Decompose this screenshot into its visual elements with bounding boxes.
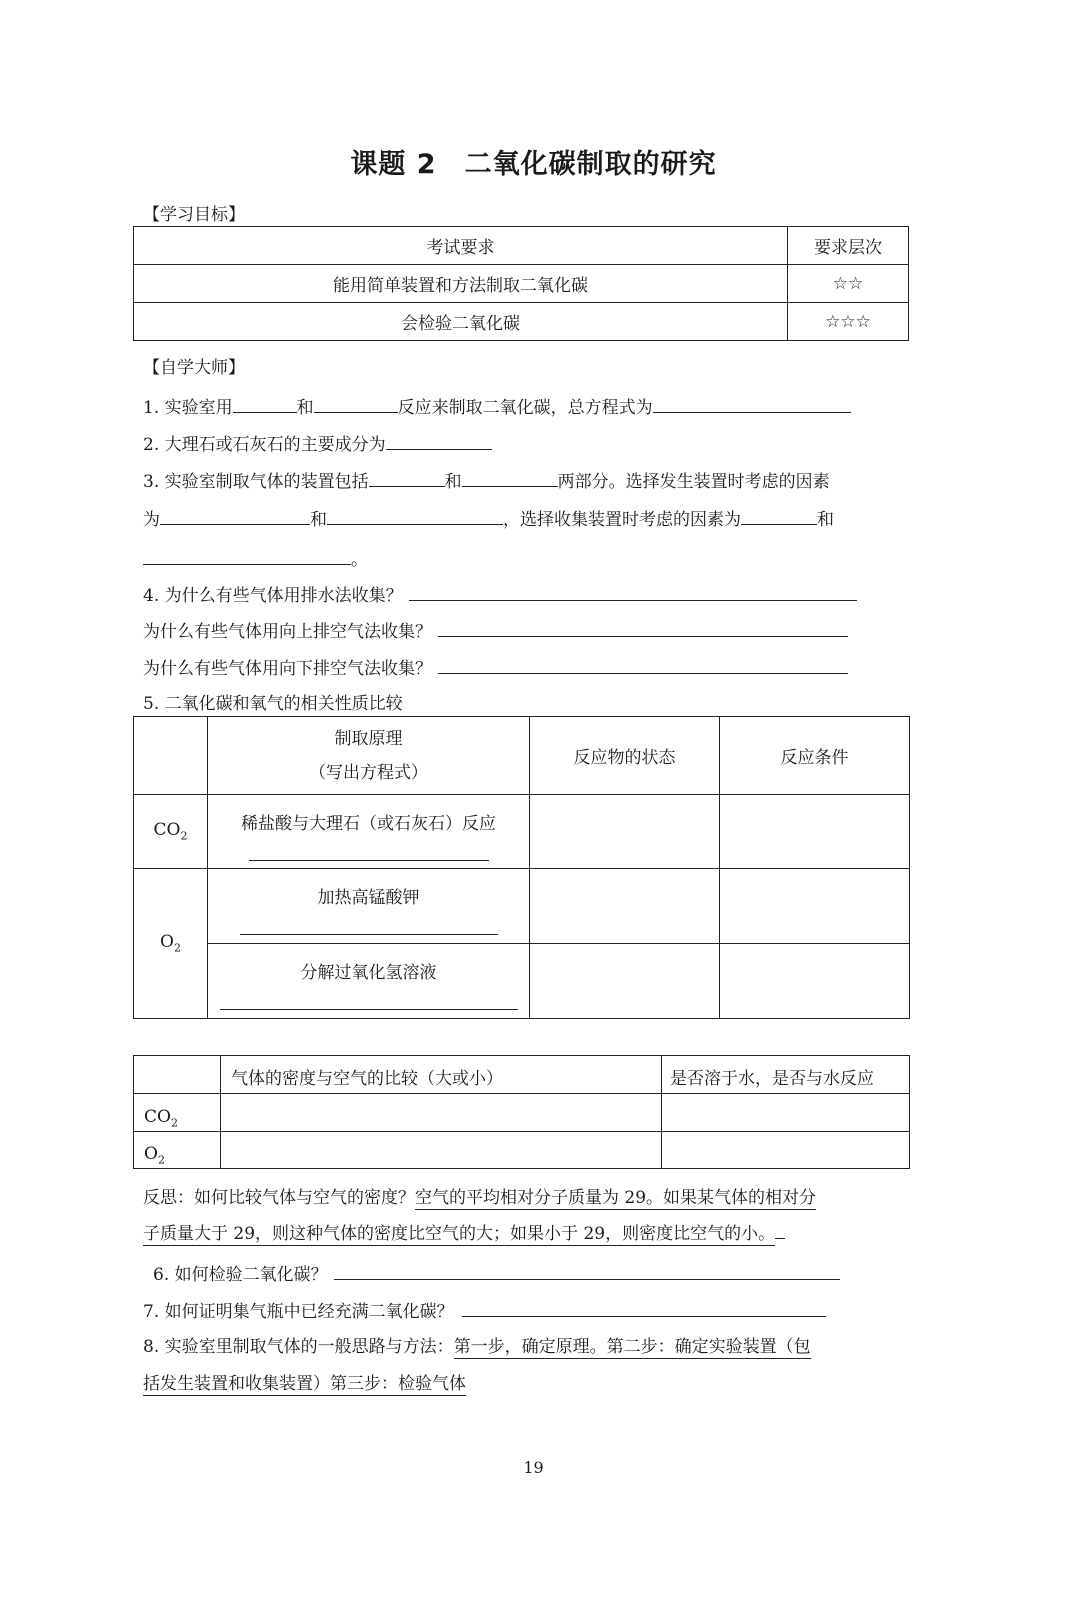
method-text: 加热高锰酸钾 bbox=[317, 888, 420, 908]
question-4a bbox=[143, 582, 857, 608]
formula-text: O bbox=[144, 1143, 158, 1164]
formula-subscript: 2 bbox=[170, 1116, 178, 1129]
answer-cell[interactable] bbox=[530, 795, 720, 869]
question-text: 3. 实验室制取气体的装置包括 bbox=[143, 472, 369, 492]
question-3-line-1 bbox=[143, 468, 830, 494]
method-text: 分解过氧化氢溶液 bbox=[300, 963, 437, 983]
formula-text: O bbox=[160, 932, 174, 953]
column-header-principle bbox=[208, 717, 530, 795]
objectives-heading: 【学习目标】 bbox=[143, 205, 245, 225]
question-4c bbox=[143, 655, 848, 681]
question-3-line-3 bbox=[143, 546, 368, 572]
page-title bbox=[0, 142, 1067, 181]
underline-tail bbox=[775, 1237, 785, 1239]
table-row bbox=[134, 227, 909, 265]
question-text: 和 bbox=[444, 472, 462, 492]
question-text: ，选择收集装置时考虑的因素为 bbox=[503, 510, 741, 530]
answer-cell[interactable] bbox=[530, 869, 720, 944]
answer-blank[interactable] bbox=[462, 468, 558, 487]
formula-subscript: 2 bbox=[180, 829, 188, 843]
column-header-density: 气体的密度与空气的比较（大或小） bbox=[221, 1056, 662, 1094]
answer-cell[interactable] bbox=[221, 1132, 662, 1169]
formula-text: CO bbox=[153, 820, 181, 841]
self-study-heading: 【自学大师】 bbox=[143, 358, 245, 378]
requirement-cell: 能用简单装置和方法制取二氧化碳 bbox=[134, 265, 788, 303]
level-stars: ☆☆ bbox=[788, 265, 909, 303]
question-text: 为什么有些气体用向上排空气法收集？ bbox=[143, 622, 432, 642]
question-text: 和 bbox=[817, 510, 834, 530]
question-text: 4. 为什么有些气体用排水法收集？ bbox=[143, 586, 403, 606]
empty-corner-cell bbox=[134, 717, 208, 795]
empty-corner-cell bbox=[134, 1056, 221, 1094]
level-stars: ☆☆☆ bbox=[788, 303, 909, 341]
row-label-o2 bbox=[134, 1132, 221, 1169]
density-solubility-table bbox=[133, 1055, 910, 1169]
column-header-condition: 反应条件 bbox=[720, 717, 910, 795]
answer-blank[interactable] bbox=[409, 582, 857, 601]
column-header-reactant-state: 反应物的状态 bbox=[530, 717, 720, 795]
answer-cell[interactable] bbox=[720, 944, 910, 1019]
lesson-title: 二氧化碳制取的研究 bbox=[464, 149, 717, 180]
question-text: 和 bbox=[310, 510, 327, 530]
question-8-answer: 括发生装置和收集装置）第三步：检验气体 bbox=[143, 1374, 466, 1394]
equation-blank[interactable] bbox=[240, 934, 498, 935]
column-header-solubility: 是否溶于水，是否与水反应 bbox=[662, 1056, 910, 1094]
column-header-level: 要求层次 bbox=[788, 227, 909, 265]
table-row bbox=[134, 1094, 910, 1132]
answer-blank[interactable] bbox=[741, 506, 817, 525]
question-6 bbox=[153, 1261, 840, 1287]
answer-cell[interactable] bbox=[662, 1094, 910, 1132]
equation-blank[interactable] bbox=[249, 860, 489, 861]
lesson-number: 课题 2 bbox=[350, 149, 437, 180]
answer-blank[interactable] bbox=[314, 394, 398, 413]
answer-blank[interactable] bbox=[143, 546, 351, 565]
table-row bbox=[134, 303, 909, 341]
answer-blank[interactable] bbox=[334, 1261, 840, 1280]
reflection-line-1 bbox=[143, 1186, 816, 1210]
objectives-table bbox=[133, 226, 909, 341]
answer-blank[interactable] bbox=[160, 506, 310, 525]
answer-cell[interactable] bbox=[221, 1094, 662, 1132]
question-7 bbox=[143, 1298, 826, 1324]
header-line: 制取原理 bbox=[334, 728, 403, 749]
answer-blank[interactable] bbox=[438, 618, 848, 637]
answer-blank[interactable] bbox=[369, 468, 445, 487]
header-line: （写出方程式） bbox=[309, 762, 428, 783]
question-text: 8. 实验室里制取气体的一般思路与方法： bbox=[143, 1337, 454, 1357]
column-header-requirement: 考试要求 bbox=[134, 227, 788, 265]
answer-blank[interactable] bbox=[327, 506, 503, 525]
question-text: 6. 如何检验二氧化碳？ bbox=[153, 1265, 328, 1285]
answer-blank[interactable] bbox=[438, 655, 848, 674]
o2-method-cell bbox=[208, 944, 530, 1019]
answer-blank[interactable] bbox=[462, 1298, 826, 1317]
question-4b bbox=[143, 618, 848, 644]
question-text: 两部分。选择发生装置时考虑的因素 bbox=[557, 472, 830, 492]
question-text: 和 bbox=[296, 398, 314, 418]
question-8-line-2 bbox=[143, 1372, 466, 1396]
question-text: 为 bbox=[143, 510, 160, 530]
answer-blank[interactable] bbox=[386, 431, 492, 450]
page-number: 19 bbox=[523, 1458, 544, 1477]
question-1 bbox=[143, 394, 851, 420]
formula-subscript: 2 bbox=[157, 1153, 165, 1166]
question-3-line-2 bbox=[143, 506, 834, 532]
formula-subscript: 2 bbox=[173, 941, 181, 955]
table-row bbox=[134, 1056, 910, 1094]
row-label-co2 bbox=[134, 795, 208, 869]
answer-blank[interactable] bbox=[653, 394, 851, 413]
question-text: 反应来制取二氧化碳，总方程式为 bbox=[397, 398, 653, 418]
answer-cell[interactable] bbox=[662, 1132, 910, 1169]
table-row bbox=[134, 717, 910, 795]
reflection-question: 反思：如何比较气体与空气的密度？ bbox=[143, 1188, 415, 1208]
requirement-cell: 会检验二氧化碳 bbox=[134, 303, 788, 341]
row-label-co2 bbox=[134, 1094, 221, 1132]
gas-preparation-table bbox=[133, 716, 910, 1019]
co2-method-cell bbox=[208, 795, 530, 869]
question-8-line-1 bbox=[143, 1335, 811, 1359]
question-text: 。 bbox=[351, 550, 368, 570]
question-8-answer: 第一步，确定原理。第二步：确定实验装置（包 bbox=[453, 1337, 811, 1357]
reflection-answer: 子质量大于 29，则这种气体的密度比空气的大；如果小于 29，则密度比空气的小。 bbox=[143, 1224, 776, 1244]
question-text: 2. 大理石或石灰石的主要成分为 bbox=[143, 435, 386, 455]
question-5: 5. 二氧化碳和氧气的相关性质比较 bbox=[143, 694, 403, 714]
question-text: 为什么有些气体用向下排空气法收集？ bbox=[143, 659, 432, 679]
equation-blank[interactable] bbox=[220, 1009, 518, 1010]
formula-text: CO bbox=[144, 1106, 171, 1127]
table-row bbox=[134, 944, 910, 1019]
o2-method-cell bbox=[208, 869, 530, 944]
table-row bbox=[134, 795, 910, 869]
reflection-answer: 空气的平均相对分子质量为 29。如果某气体的相对分 bbox=[415, 1188, 817, 1208]
answer-cell[interactable] bbox=[720, 795, 910, 869]
question-2 bbox=[143, 431, 492, 457]
answer-cell[interactable] bbox=[530, 944, 720, 1019]
table-row bbox=[134, 265, 909, 303]
answer-cell[interactable] bbox=[720, 869, 910, 944]
method-text: 稀盐酸与大理石（或石灰石）反应 bbox=[241, 814, 496, 834]
table-row bbox=[134, 1132, 910, 1169]
question-text: 7. 如何证明集气瓶中已经充满二氧化碳？ bbox=[143, 1302, 454, 1322]
row-label-o2 bbox=[134, 869, 208, 1019]
reflection-line-2 bbox=[143, 1222, 785, 1246]
question-text: 1. 实验室用 bbox=[143, 398, 233, 418]
answer-blank[interactable] bbox=[233, 394, 297, 413]
table-row bbox=[134, 869, 910, 944]
